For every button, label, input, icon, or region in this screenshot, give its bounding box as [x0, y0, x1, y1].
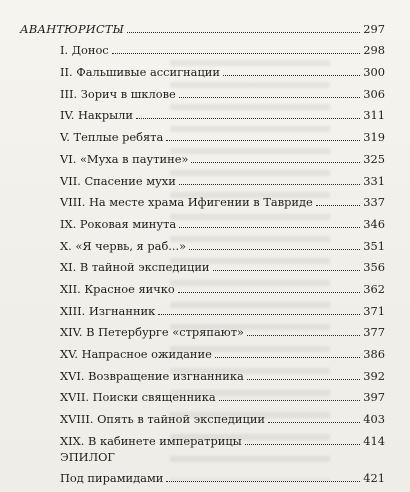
toc-chapter-row	[20, 361, 385, 383]
dot-leader	[127, 32, 360, 33]
chapter-title: VIII. На месте храма Ифигении в Тавриде	[60, 195, 313, 210]
dot-leader	[158, 314, 360, 315]
toc-chapter-row	[20, 339, 385, 361]
chapter-title: IX. Роковая минута	[60, 216, 177, 231]
chapter-title: XVIII. Опять в тайной экспедиции	[60, 412, 266, 427]
page-number: 392	[363, 368, 385, 383]
chapter-title: XI. В тайной экспедиции	[60, 260, 210, 275]
page-number: 414	[363, 433, 385, 448]
toc-chapter-row	[20, 253, 385, 275]
toc-chapter-row	[20, 231, 385, 253]
chapter-title: X. «Я червь, я раб...»	[60, 238, 187, 253]
table-of-contents	[20, 14, 385, 485]
dot-leader	[179, 184, 360, 185]
chapter-list	[20, 36, 385, 448]
chapter-title: V. Теплые ребята	[60, 130, 164, 145]
dot-leader	[213, 270, 360, 271]
chapter-title: II. Фальшивые ассигнации	[60, 65, 220, 80]
toc-chapter-row	[20, 383, 385, 405]
page-number: 298	[363, 43, 385, 58]
dot-leader	[191, 162, 360, 163]
dot-leader	[179, 97, 360, 98]
dot-leader	[247, 379, 360, 380]
dot-leader	[112, 53, 360, 54]
page-number: 362	[363, 281, 385, 296]
chapter-title: VI. «Муха в паутине»	[60, 151, 189, 166]
toc-chapter-row	[20, 144, 385, 166]
chapter-title: XIV. В Петербурге «стряпают»	[60, 325, 244, 340]
dot-leader	[219, 400, 360, 401]
chapter-title: Под пирамидами	[60, 471, 164, 486]
dot-leader	[245, 444, 360, 445]
toc-chapter-row	[20, 426, 385, 448]
page-number: 351	[363, 238, 385, 253]
dot-leader	[136, 118, 360, 119]
page-number: 386	[363, 347, 385, 361]
page-number: 403	[363, 412, 385, 427]
page-number: 311	[363, 108, 385, 123]
toc-chapter-row	[20, 274, 385, 296]
chapter-title: I. Донос	[60, 43, 109, 58]
toc-chapter-row	[20, 101, 385, 123]
chapter-title: XVI. Возвращение изгнанника	[60, 368, 244, 383]
page-number: 297	[363, 21, 385, 36]
dot-leader	[316, 205, 360, 206]
toc-chapter-row	[20, 57, 385, 79]
chapter-title: IV. Накрыли	[60, 108, 134, 123]
dot-leader	[189, 249, 360, 250]
toc-section-row	[20, 14, 385, 36]
toc-chapter-row	[20, 318, 385, 340]
chapter-title: XVII. Поиски священника	[60, 390, 216, 405]
toc-chapter-row	[20, 166, 385, 188]
toc-chapter-row	[20, 296, 385, 318]
chapter-title: XIX. В кабинете императрицы	[60, 433, 242, 448]
dot-leader	[268, 422, 360, 423]
page-number: 337	[363, 195, 385, 210]
section-title: АВАНТЮРИСТЫ	[20, 21, 125, 36]
dot-leader	[166, 481, 360, 482]
dot-leader	[178, 292, 360, 293]
page-number: 306	[363, 86, 385, 101]
toc-chapter-row	[20, 36, 385, 58]
toc-chapter-row	[20, 122, 385, 144]
page-number: 325	[363, 151, 385, 166]
chapter-title: VII. Спасение мухи	[60, 173, 176, 188]
toc-epilog-row	[20, 464, 385, 486]
toc-chapter-row	[20, 404, 385, 426]
chapter-title: III. Зорич в шклове	[60, 86, 176, 101]
page-number: 377	[363, 325, 385, 340]
toc-chapter-row	[20, 79, 385, 101]
chapter-title: XV. Напрасное ожидание	[60, 347, 212, 361]
epilog-heading: ЭПИЛОГ	[60, 449, 115, 464]
page-number: 421	[363, 471, 385, 486]
toc-chapter-row	[20, 209, 385, 231]
page-number: 331	[363, 173, 385, 188]
dot-leader	[166, 140, 360, 141]
page-number: 346	[363, 216, 385, 231]
chapter-title: XIII. Изгнанник	[60, 303, 156, 318]
page-number: 300	[363, 65, 385, 80]
toc-chapter-row	[20, 188, 385, 210]
dot-leader	[223, 75, 360, 76]
dot-leader	[247, 335, 360, 336]
page-number: 371	[363, 303, 385, 318]
chapter-title: XII. Красное яичко	[60, 281, 175, 296]
page-number: 356	[363, 260, 385, 275]
page-number: 319	[363, 130, 385, 145]
dot-leader	[179, 227, 360, 228]
dot-leader	[215, 357, 360, 358]
page-number: 397	[363, 390, 385, 405]
